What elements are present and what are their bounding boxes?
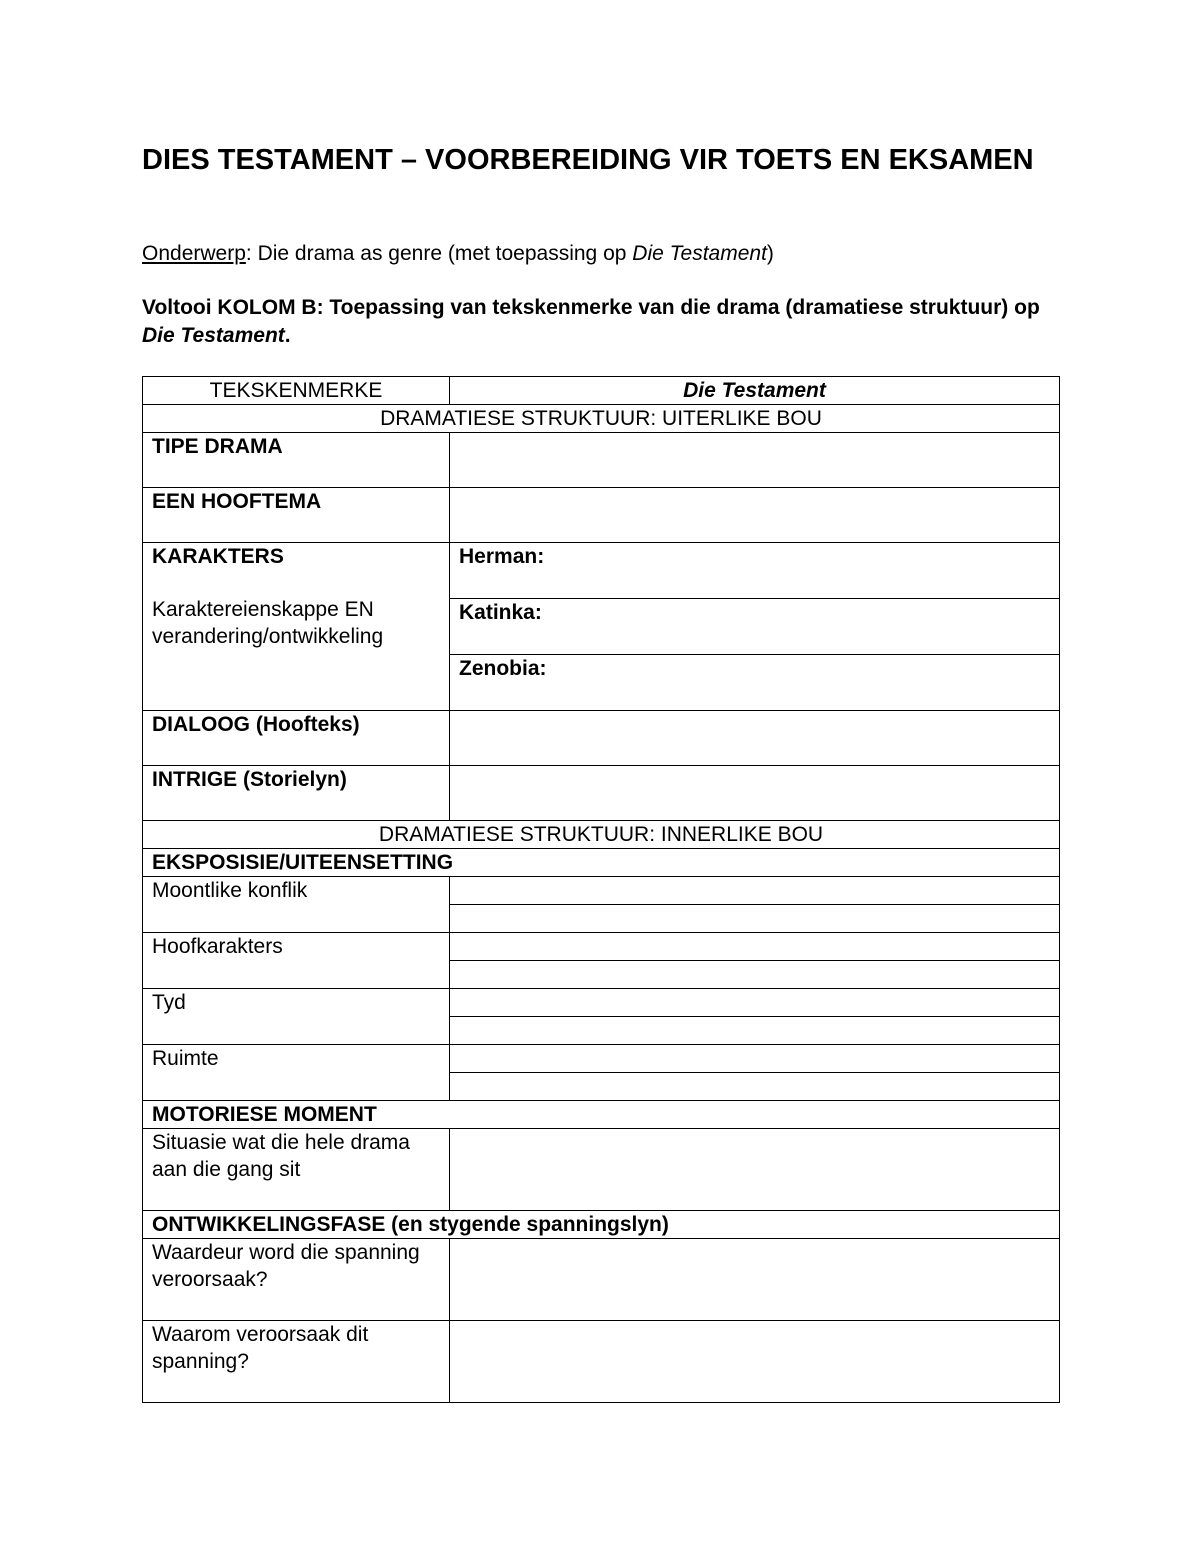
page-title: DIES TESTAMENT – VOORBEREIDING VIR TOETS EN EKSAMEN [142,144,1034,176]
subsection-row [143,1211,1060,1239]
row-label-situasie: Situasie wat die hele drama aan die gang sit [143,1129,450,1211]
answer-cell-konflik-2[interactable] [450,905,1060,933]
instruction-work-title: Die Testament [142,324,285,347]
table-row [143,1129,1060,1211]
subject-line [142,240,774,268]
subsection-row [143,849,1060,877]
section-row-outer [143,405,1060,433]
row-label-karakters [143,543,450,711]
row-label-tyd: Tyd [143,989,450,1045]
answer-cell-hoofkarakters-2[interactable] [450,961,1060,989]
karakters-note: Karaktereienskappe EN verandering/ontwikkeling [152,598,384,648]
answer-cell-situasie[interactable] [450,1129,1060,1211]
table-row [143,488,1060,543]
karakters-heading: KARAKTERS [152,545,284,568]
section-heading-outer: DRAMATIESE STRUKTUUR: UITERLIKE BOU [143,405,1060,433]
subject-separator: : [245,242,252,265]
section-heading-inner: DRAMATIESE STRUKTUUR: INNERLIKE BOU [143,821,1060,849]
answer-cell-hooftema[interactable] [450,488,1060,543]
answer-cell-intrige[interactable] [450,766,1060,821]
row-label-ruimte: Ruimte [143,1045,450,1101]
answer-cell-dialoog[interactable] [450,711,1060,766]
subject-work-title: Die Testament [632,242,767,265]
answer-cell-katinka[interactable]: Katinka: [450,599,1060,655]
table-row [143,543,1060,599]
row-label-tipe-drama: TIPE DRAMA [143,433,450,488]
subject-close: ) [766,242,774,265]
subsection-motoriese-moment: MOTORIESE MOMENT [143,1101,1060,1129]
table-row [143,1045,1060,1073]
answer-cell-waardeur[interactable] [450,1239,1060,1321]
answer-cell-tyd-1[interactable] [450,989,1060,1017]
worksheet-table [142,376,1060,1403]
row-label-dialoog: DIALOOG (Hoofteks) [143,711,450,766]
header-row [143,377,1060,405]
answer-cell-ruimte-2[interactable] [450,1073,1060,1101]
subsection-ontwikkelingsfase: ONTWIKKELINGSFASE (en stygende spanningslyn) [143,1211,1060,1239]
subject-text: Die drama as genre (met toepassing op [251,242,633,265]
subsection-row [143,1101,1060,1129]
answer-cell-hoofkarakters-1[interactable] [450,933,1060,961]
row-label-hooftema: EEN HOOFTEMA [143,488,450,543]
table-row [143,933,1060,961]
instruction-end: . [284,324,291,347]
answer-cell-ruimte-1[interactable] [450,1045,1060,1073]
table-row [143,877,1060,905]
answer-cell-tipe-drama[interactable] [450,433,1060,488]
row-label-intrige: INTRIGE (Storielyn) [143,766,450,821]
row-label-hoofkarakters: Hoofkarakters [143,933,450,989]
instruction-text: Voltooi KOLOM B: Toepassing van tekskenmerke van die drama (dramatiese struktuur) op [142,296,1040,319]
answer-cell-konflik-1[interactable] [450,877,1060,905]
subsection-eksposisie: EKSPOSISIE/UITEENSETTING [143,849,1060,877]
subject-label: Onderwerp [142,242,246,265]
answer-cell-waarom[interactable] [450,1321,1060,1403]
answer-cell-zenobia[interactable]: Zenobia: [450,655,1060,711]
col-b-header: Die Testament [450,377,1060,405]
table-row [143,1239,1060,1321]
table-row [143,766,1060,821]
row-label-waardeur: Waardeur word die spanning veroorsaak? [143,1239,450,1321]
row-label-waarom: Waarom veroorsaak dit spanning? [143,1321,450,1403]
instruction [142,294,1042,350]
row-label-konflik: Moontlike konflik [143,877,450,933]
table-row [143,433,1060,488]
table-row [143,711,1060,766]
answer-cell-tyd-2[interactable] [450,1017,1060,1045]
answer-cell-herman[interactable]: Herman: [450,543,1060,599]
section-row-inner [143,821,1060,849]
col-a-header: TEKSKENMERKE [143,377,450,405]
table-row [143,989,1060,1017]
table-row [143,1321,1060,1403]
